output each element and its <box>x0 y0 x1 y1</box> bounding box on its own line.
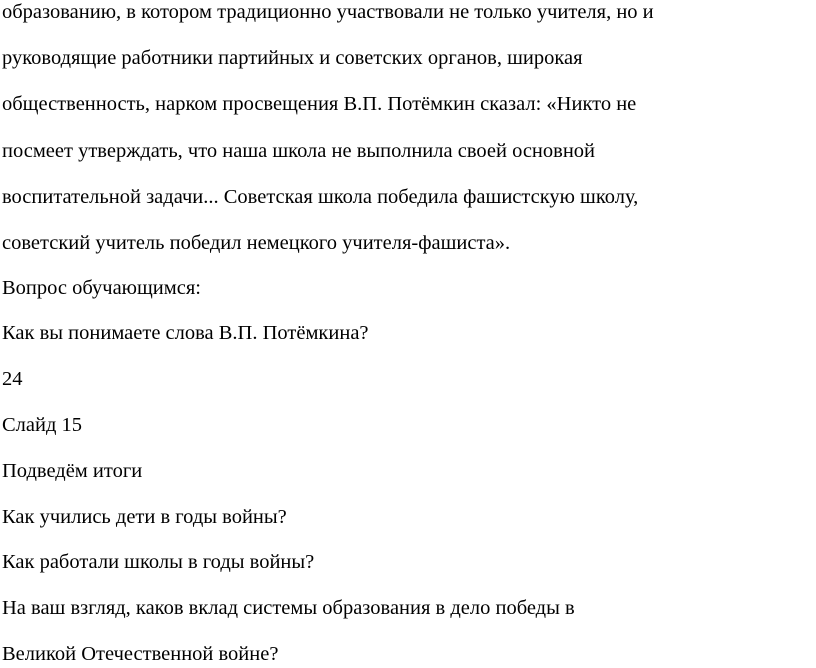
question-text: Как вы понимаете слова В.П. Потёмкина? <box>2 322 369 344</box>
paragraph-line: руководящие работники партийных и советских органов, широкая <box>2 47 583 69</box>
paragraph-line: общественность, нарком просвещения В.П. Потёмкин сказал: «Никто не <box>2 93 637 115</box>
question-heading: Вопрос обучающимся: <box>2 277 201 299</box>
final-question-line: На ваш взгляд, каков вклад системы образования в дело победы в <box>2 597 575 619</box>
paragraph-line: воспитательной задачи... Советская школа победила фашистскую школу, <box>2 186 639 208</box>
paragraph-line: посмеет утверждать, что наша школа не выполнила своей основной <box>2 140 596 162</box>
summary-question: Как работали школы в годы войны? <box>2 551 315 573</box>
summary-question: Как учились дети в годы войны? <box>2 506 287 528</box>
slide-label: Слайд 15 <box>2 414 83 436</box>
paragraph-line: советский учитель победил немецкого учителя-фашиста». <box>2 232 511 254</box>
page-number: 24 <box>2 368 23 390</box>
final-question-line: Великой Отечественной войне? <box>2 643 279 665</box>
paragraph-line: образованию, в котором традиционно участвовали не только учителя, но и <box>2 1 654 23</box>
summary-heading: Подведём итоги <box>2 460 143 482</box>
